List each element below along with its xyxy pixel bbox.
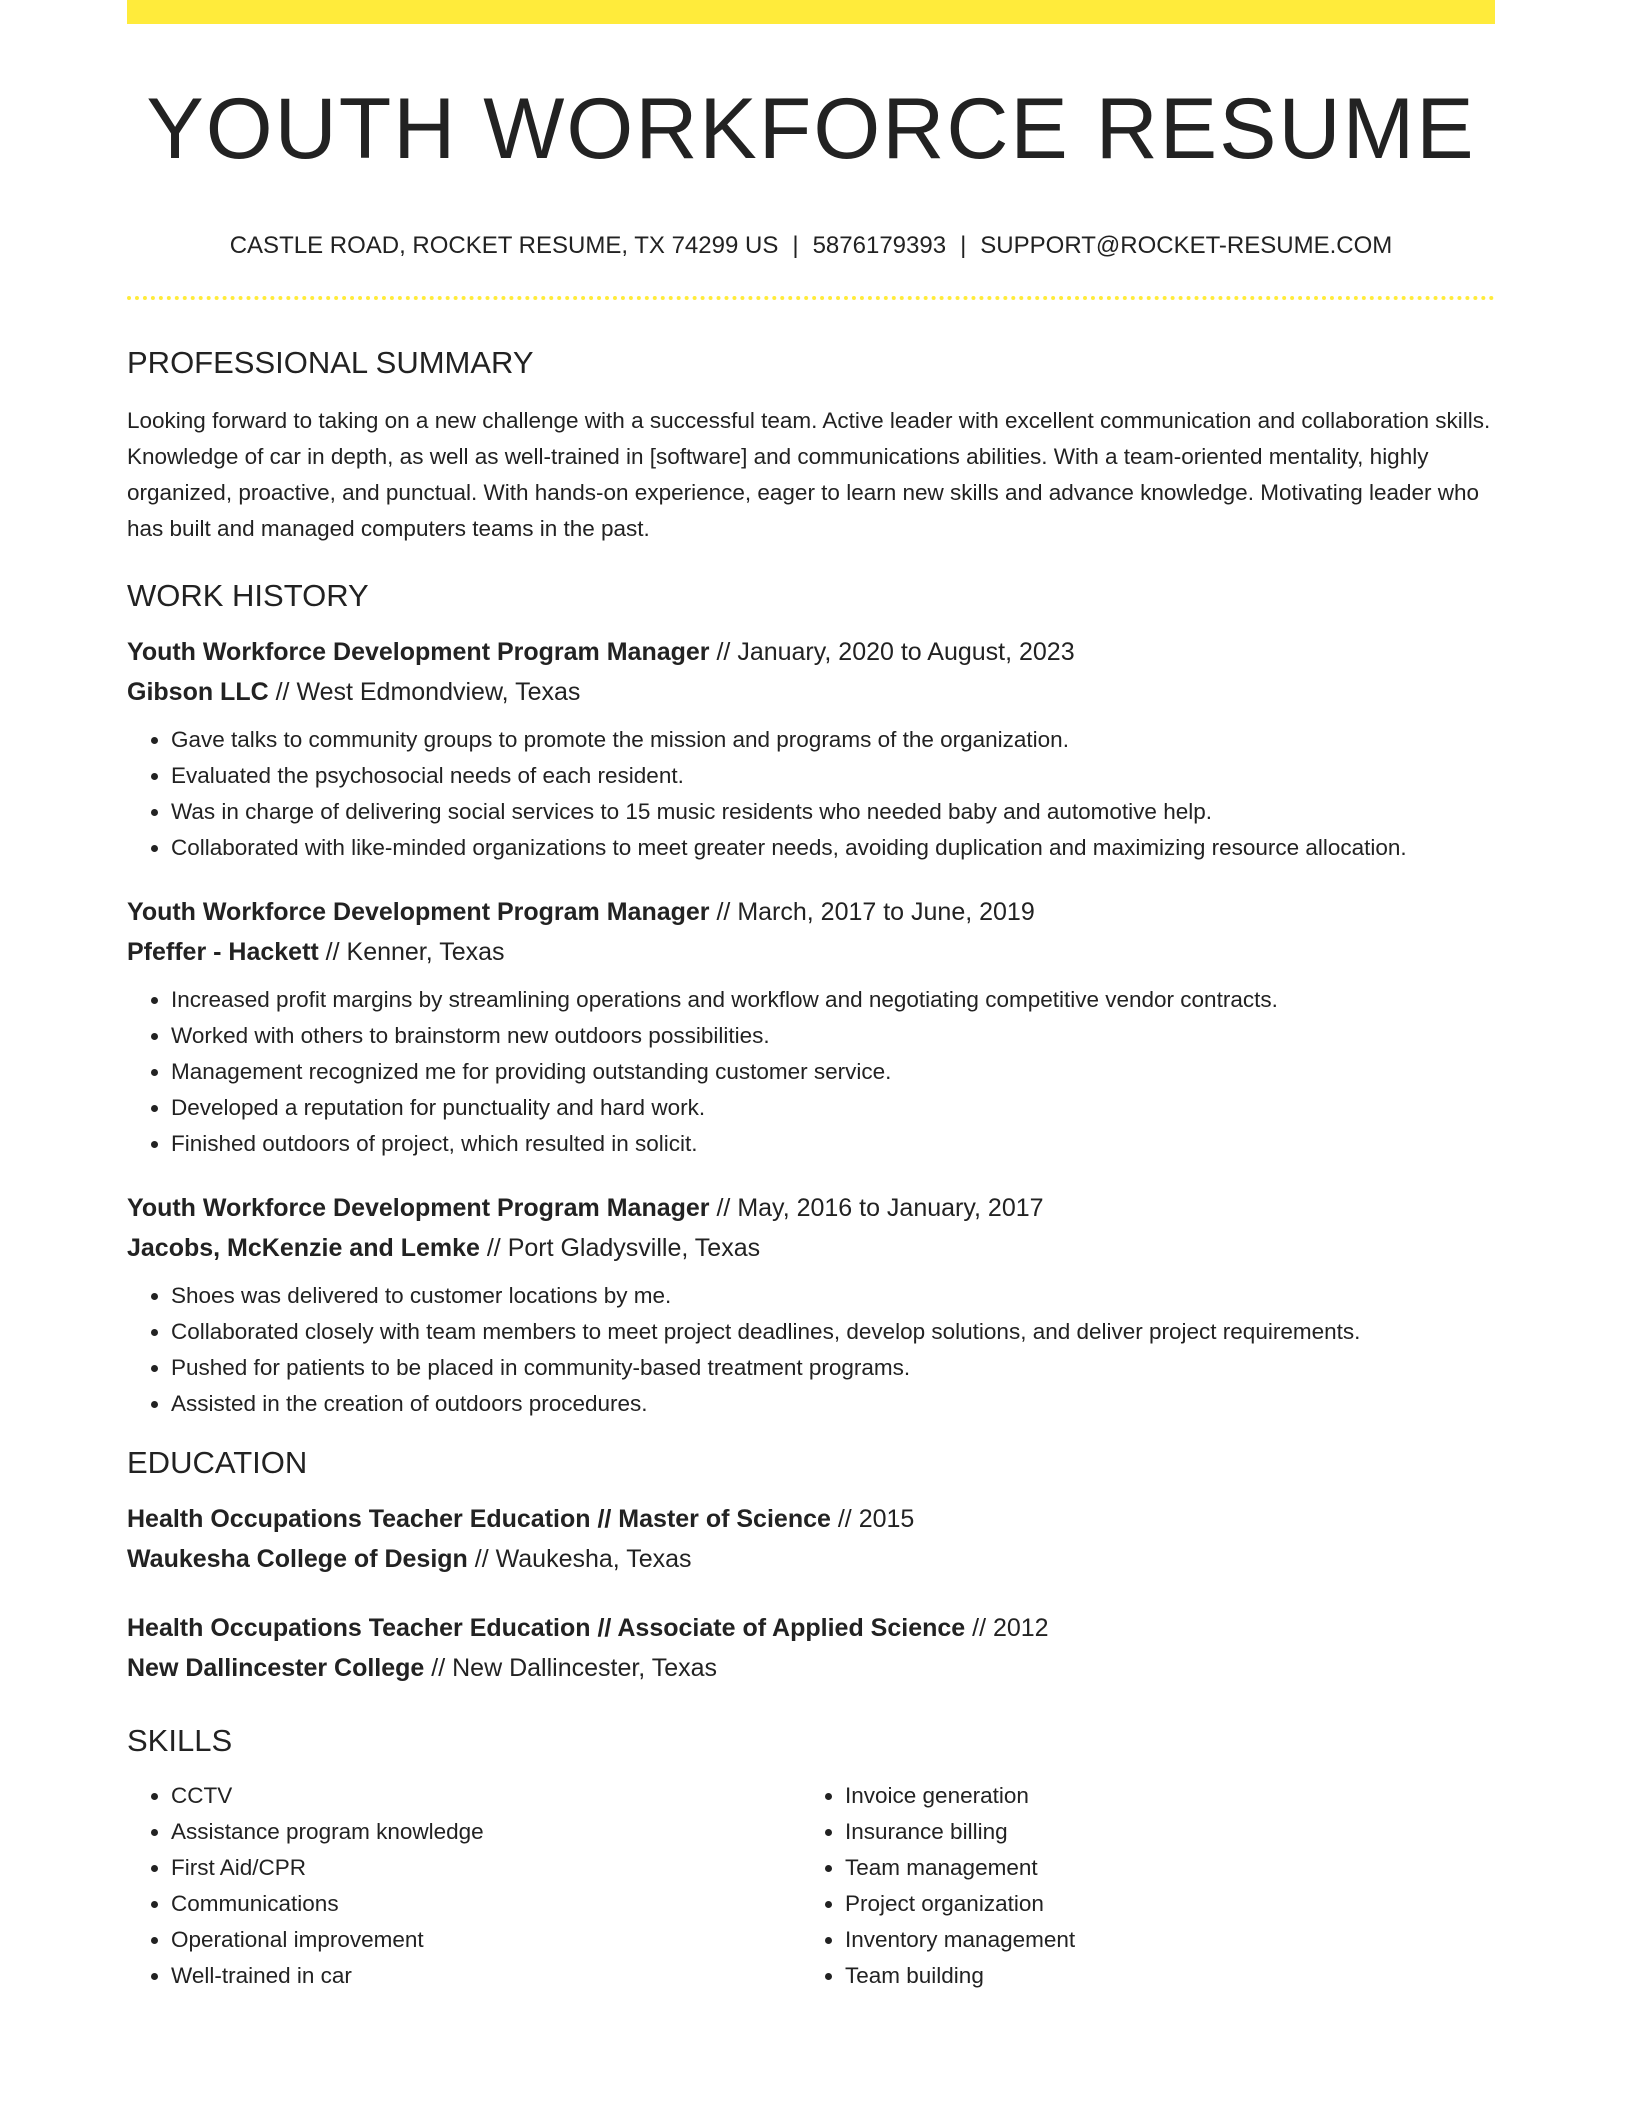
summary-heading: PROFESSIONAL SUMMARY — [127, 344, 534, 380]
skill-item: • Insurance billing — [845, 1814, 1475, 1850]
education-year: // 2012 — [965, 1614, 1049, 1643]
top-accent-bar — [127, 0, 1495, 24]
skill-item: • Communications — [171, 1886, 801, 1922]
job-bullet: • Finished outdoors of project, which resulted in solicit. — [171, 1126, 1495, 1162]
job-bullets — [127, 722, 1495, 866]
job-role-line — [127, 632, 1495, 672]
job-bullet: • Worked with others to brainstorm new outdoors possibilities. — [171, 1018, 1495, 1054]
work-history-heading: WORK HISTORY — [127, 577, 369, 613]
job-bullet: • Collaborated closely with team members to meet project deadlines, develop solutions, and deliver project requirements. — [171, 1314, 1495, 1350]
job-bullet: • Gave talks to community groups to promote the mission and programs of the organization. — [171, 722, 1495, 758]
education-year: // 2015 — [830, 1505, 915, 1534]
job-location: // West Edmondview, Texas — [268, 678, 581, 707]
skill-item: • Inventory management — [845, 1922, 1475, 1958]
job-bullet: • Developed a reputation for punctuality and hard work. — [171, 1090, 1495, 1126]
job-dates: // March, 2017 to June, 2019 — [709, 898, 1035, 927]
contact-separator: | — [960, 232, 967, 259]
resume-title: YOUTH WORKFORCE RESUME — [146, 81, 1476, 177]
job-role-line — [127, 892, 1495, 932]
job-role: Youth Workforce Development Program Manager — [127, 898, 710, 927]
dotted-divider — [127, 296, 1495, 300]
job-bullet: • Shoes was delivered to customer locations by me. — [171, 1278, 1495, 1314]
job-location: // Kenner, Texas — [318, 938, 505, 967]
education-location: // New Dallincester, Texas — [424, 1654, 718, 1683]
job-company-line — [127, 932, 1495, 972]
skills-list-right — [801, 1778, 1475, 1994]
skills-heading: SKILLS — [127, 1723, 233, 1759]
job-bullet: • Management recognized me for providing outstanding customer service. — [171, 1054, 1495, 1090]
education-heading: EDUCATION — [127, 1445, 308, 1481]
job-bullet: • Assisted in the creation of outdoors procedures. — [171, 1386, 1495, 1422]
job-bullet: • Increased profit margins by streamlining operations and workflow and negotiating competitive vendor contracts. — [171, 982, 1495, 1018]
education-degree: Health Occupations Teacher Education // Master of Science — [127, 1505, 831, 1534]
job-company: Jacobs, McKenzie and Lemke — [127, 1234, 480, 1263]
job-company: Gibson LLC — [127, 678, 269, 707]
skill-item: • Team building — [845, 1958, 1475, 1994]
summary-text: Looking forward to taking on a new challenge with a successful team. Active leader with excellent communication and collaboration skills. Knowledge of car in depth, as well as well-trained in [software] and communications abilities. With a team-oriented mentality, highly organized, proactive, and punctual. With hands-on experience, eager to learn new skills and advance knowledge. Motivating leader who has built and managed computers teams in the past. — [127, 407, 1491, 541]
phone: 5876179393 — [812, 232, 947, 259]
education-degree-line — [127, 1608, 1495, 1648]
job-company-line — [127, 672, 1495, 712]
job-company: Pfeffer - Hackett — [127, 938, 319, 967]
job-role: Youth Workforce Development Program Manager — [127, 1194, 710, 1223]
skill-item: • Project organization — [845, 1886, 1475, 1922]
job-bullet: • Collaborated with like-minded organizations to meet greater needs, avoiding duplication and maximizing resource allocation. — [171, 830, 1495, 866]
skills-columns — [127, 1778, 1495, 1994]
email: SUPPORT@ROCKET-RESUME.COM — [980, 232, 1393, 259]
job-bullet: • Evaluated the psychosocial needs of each resident. — [171, 758, 1495, 794]
job-dates: // January, 2020 to August, 2023 — [709, 638, 1075, 667]
education-school-line — [127, 1648, 1495, 1688]
job-location: // Port Gladysville, Texas — [479, 1234, 761, 1263]
education-entry — [127, 1499, 1495, 1579]
job-company-line — [127, 1228, 1495, 1268]
skill-item: • Operational improvement — [171, 1922, 801, 1958]
education-school: Waukesha College of Design — [127, 1545, 468, 1574]
job-bullets — [127, 1278, 1495, 1422]
education-school-line — [127, 1539, 1495, 1579]
skill-item: • Well-trained in car — [171, 1958, 801, 1994]
skill-item: • Invoice generation — [845, 1778, 1475, 1814]
skill-item: • First Aid/CPR — [171, 1850, 801, 1886]
job-role: Youth Workforce Development Program Manager — [127, 638, 710, 667]
skills-list-left — [127, 1778, 801, 1994]
skill-item: • Team management — [845, 1850, 1475, 1886]
job-entry — [127, 892, 1495, 1162]
job-bullets — [127, 982, 1495, 1162]
skill-item: • Assistance program knowledge — [171, 1814, 801, 1850]
education-school: New Dallincester College — [127, 1654, 425, 1683]
skill-item: • CCTV — [171, 1778, 801, 1814]
education-location: // Waukesha, Texas — [467, 1545, 692, 1574]
education-entry — [127, 1608, 1495, 1688]
education-degree: Health Occupations Teacher Education // Associate of Applied Science — [127, 1614, 966, 1643]
job-bullet: • Was in charge of delivering social services to 15 music residents who needed baby and automotive help. — [171, 794, 1495, 830]
resume-page — [127, 0, 1495, 1994]
address: CASTLE ROAD, ROCKET RESUME, TX 74299 US — [229, 232, 779, 259]
job-entry — [127, 1188, 1495, 1422]
contact-separator: | — [792, 232, 799, 259]
contact-line — [127, 232, 1495, 261]
job-role-line — [127, 1188, 1495, 1228]
job-entry — [127, 632, 1495, 866]
job-bullet: • Pushed for patients to be placed in community-based treatment programs. — [171, 1350, 1495, 1386]
job-dates: // May, 2016 to January, 2017 — [709, 1194, 1044, 1223]
education-degree-line — [127, 1499, 1495, 1539]
